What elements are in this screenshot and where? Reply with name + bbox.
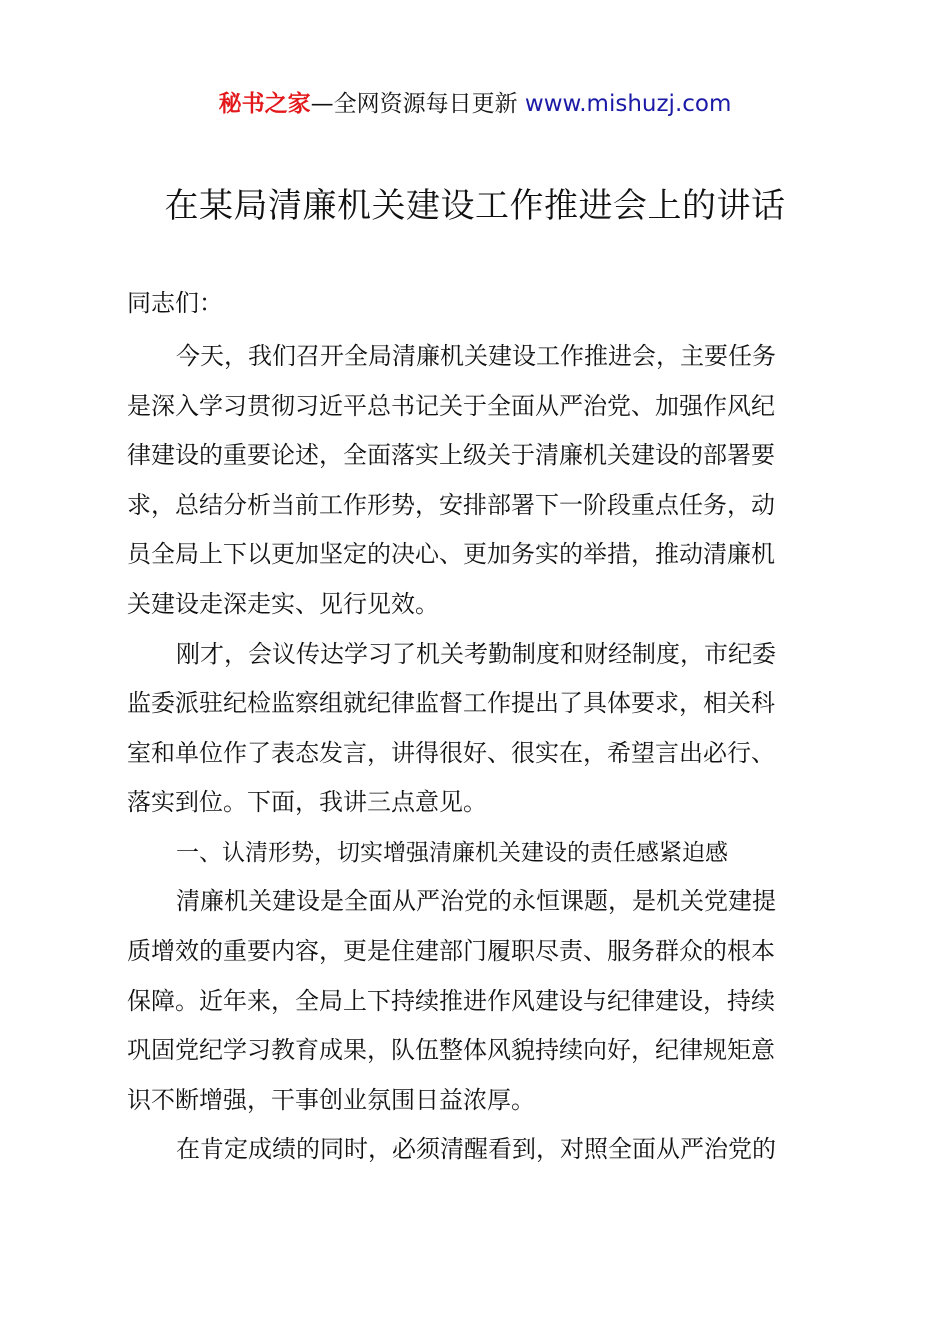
paragraph-line: 监委派驻纪检监察组就纪律监督工作提出了具体要求，相关科 [127,689,775,717]
paragraph-line: 识不断增强，干事创业氛围日益浓厚。 [127,1086,535,1114]
paragraph-line: 落实到位。下面，我讲三点意见。 [127,788,487,816]
paragraph-line: 是深入学习贯彻习近平总书记关于全面从严治党、加强作风纪 [127,392,775,420]
paragraph-line: 室和单位作了表态发言，讲得很好、很实在，希望言出必行、 [127,739,775,767]
paragraph-line: 律建设的重要论述，全面落实上级关于清廉机关建设的部署要 [127,441,775,469]
paragraph-line: 员全局上下以更加坚定的决心、更加务实的举措，推动清廉机 [127,540,775,568]
paragraph-line: 刚才，会议传达学习了机关考勤制度和财经制度，市纪委 [176,640,776,668]
site-url-link[interactable]: www.mishuzj.com [524,91,732,117]
paragraph-line: 清廉机关建设是全面从严治党的永恒课题，是机关党建提 [176,887,776,915]
section-heading: 一、认清形势，切实增强清廉机关建设的责任感紧迫感 [176,840,728,866]
paragraph-line: 保障。近年来，全局上下持续推进作风建设与纪律建设，持续 [127,987,775,1015]
brand-name: 秘书之家 [218,91,311,117]
paragraph-line: 巩固党纪学习教育成果，队伍整体风貌持续向好，纪律规矩意 [127,1036,775,1064]
header-tagline: —全网资源每日更新 [310,91,518,117]
paragraph-line: 今天，我们召开全局清廉机关建设工作推进会，主要任务 [176,342,776,370]
paragraph-line: 关建设走深走实、见行见效。 [127,590,439,618]
document-title: 在某局清廉机关建设工作推进会上的讲话 [164,186,786,226]
paragraph-line: 在肯定成绩的同时，必须清醒看到，对照全面从严治党的 [176,1135,776,1163]
salutation: 同志们： [127,289,223,317]
site-header [0,88,950,120]
paragraph-line: 质增效的重要内容，更是住建部门履职尽责、服务群众的根本 [127,937,775,965]
paragraph-line: 求，总结分析当前工作形势，安排部署下一阶段重点任务，动 [127,491,775,519]
